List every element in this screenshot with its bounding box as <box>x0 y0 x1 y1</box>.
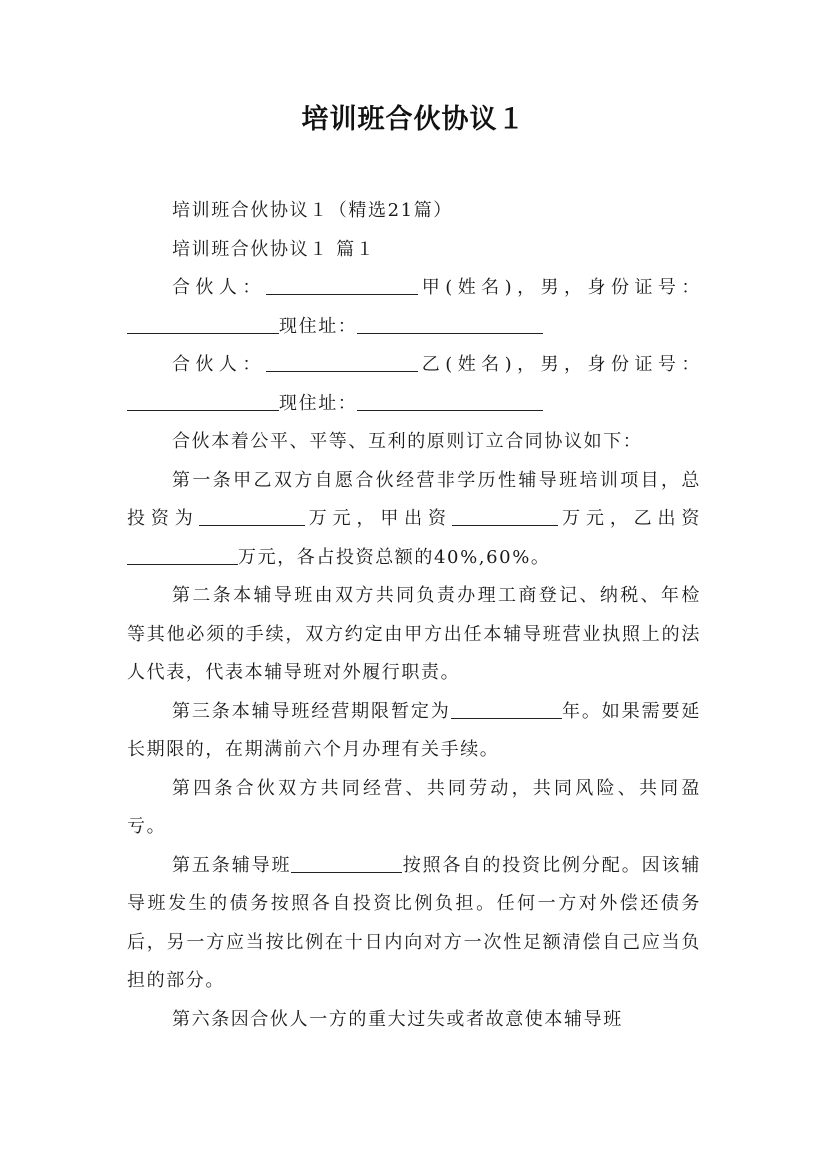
article-1-part-3: 万元，乙出资 <box>557 508 701 529</box>
partner-a-address-blank <box>357 315 543 334</box>
article-3 <box>127 693 701 770</box>
partner-b-suffix: 乙(姓名)，男，身份证号： <box>417 354 701 375</box>
document-title: 培训班合伙协议１ <box>301 104 526 135</box>
article-3-part-1: 第三条本辅导班经营期限暂定为 <box>172 700 451 722</box>
document-subtitle: 培训班合伙协议１（精选21篇） <box>172 200 453 221</box>
article-1 <box>127 462 701 578</box>
article-3-part-2: 年。如果需要延长期限的，在期满前六个月办理有关手续。 <box>127 700 702 760</box>
partner-b-prefix: 合伙人： <box>172 354 266 375</box>
profit-blank <box>291 854 402 873</box>
article-2: 第二条本辅导班由双方共同负责办理工商登记、纳税、年检等其他必须的手续，双方约定由甲方出任本辅导班营业执照上的法人代表，代表本辅导班对外履行职责。 <box>127 585 701 683</box>
intro-paragraph: 合伙本着公平、平等、互利的原则订立合同协议如下： <box>172 431 643 452</box>
partner-a-line <box>127 269 701 346</box>
document-body <box>127 192 701 1039</box>
article-4: 第四条合伙双方共同经营、共同劳动，共同风险、共同盈亏。 <box>127 777 701 837</box>
partner-b-line <box>127 346 701 423</box>
party-b-investment-blank <box>127 546 238 565</box>
article-5-part-2: 按照各自的投资比例分配。因该辅导班发生的债务按照各自投资比例负担。任何一方对外偿还债务后，另一方应当按比例在十日内向对方一次性足额清偿自己应当负担的部分。 <box>127 854 702 991</box>
article-1-part-4: 万元，各占投资总额的40%,60%。 <box>238 546 551 568</box>
partner-b-address-label: 现住址： <box>279 392 358 414</box>
partner-b-name-blank <box>266 353 418 372</box>
article-6: 第六条因合伙人一方的重大过失或者故意使本辅导班 <box>172 1008 623 1030</box>
party-a-investment-blank <box>452 507 558 526</box>
partner-b-id-blank <box>127 392 279 411</box>
partner-a-prefix: 合伙人： <box>172 277 266 298</box>
total-investment-blank <box>199 507 305 526</box>
partner-a-id-blank <box>127 315 279 334</box>
term-years-blank <box>451 700 562 719</box>
partner-b-address-blank <box>357 392 543 411</box>
article-5-part-1: 第五条辅导班 <box>172 854 292 876</box>
article-5 <box>127 847 701 1001</box>
article-1-part-1: 第一条甲乙双方自愿合伙经营非学历性辅导班培训项目，总投资为 <box>127 469 701 529</box>
article-1-part-2: 万元，甲出资 <box>304 508 452 529</box>
section-heading: 培训班合伙协议１ 篇１ <box>172 238 376 260</box>
partner-a-address-label: 现住址： <box>279 315 358 337</box>
partner-a-name-blank <box>266 276 418 295</box>
partner-a-suffix: 甲(姓名)，男，身份证号： <box>417 277 701 298</box>
